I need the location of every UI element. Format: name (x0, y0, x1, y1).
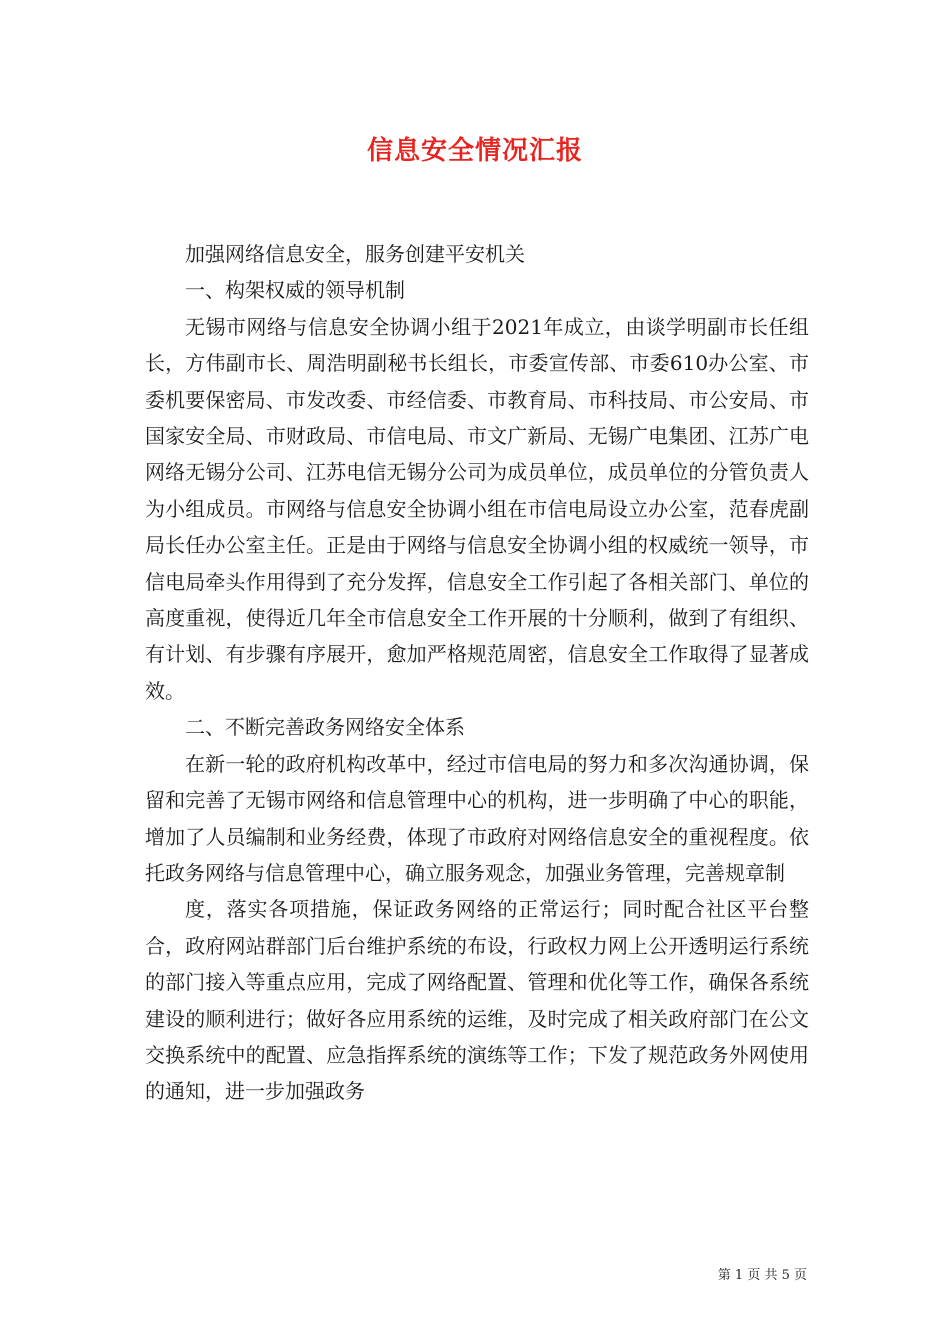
paragraph-leadership: 无锡市网络与信息安全协调小组于2021年成立，由谈学明副市长任组长，方伟副市长、周浩明副秘书长组长，市委宣传部、市委610办公室、市委机要保密局、市发改委、市经信委、市教育局、市科技局、市公安局、市国家安全局、市财政局、市信电局、市文广新局、无锡广电集团、江苏广电网络无锡分公司、江苏电信无锡分公司为成员单位，成员单位的分管负责人为小组成员。市网络与信息安全协调小组在市信电局设立办公室，范春虎副局长任办公室主任。正是由于网络与信息安全协调小组的权威统一领导，市信电局牵头作用得到了充分发挥，信息安全工作引起了各相关部门、单位的高度重视，使得近几年全市信息安全工作开展的十分顺利，做到了有组织、有计划、有步骤有序展开，愈加严格规范周密，信息安全工作取得了显著成效。 (145, 314, 809, 703)
paragraph-subtitle: 加强网络信息安全，服务创建平安机关 (185, 242, 525, 266)
section-heading-2: 二、不断完善政务网络安全体系 (185, 715, 465, 740)
document-body (145, 236, 809, 1110)
document-title: 信息安全情况汇报 (366, 136, 583, 166)
page-number: 第 1 页 共 5 页 (717, 1268, 807, 1283)
paragraph-measures: 度，落实各项措施，保证政务网络的正常运行；同时配合社区平台整合，政府网站群部门后台维护系统的布设，行政权力网上公开透明运行系统的部门接入等重点应用，完成了网络配置、管理和优化等工作，确保各系统建设的顺利进行；做好各应用系统的运维，及时完成了相关政府部门在公文交换系统中的配置、应急指挥系统的演练等工作；下发了规范政务外网使用的通知，进一步加强政务 (145, 897, 809, 1104)
section-heading-1: 一、构架权威的领导机制 (185, 278, 405, 303)
paragraph-reform: 在新一轮的政府机构改革中，经过市信电局的努力和多次沟通协调，保留和完善了无锡市网络和信息管理中心的机构，进一步明确了中心的职能，增加了人员编制和业务经费，体现了市政府对网络信息安全的重视程度。依托政务网络与信息管理中心，确立服务观念，加强业务管理，完善规章制 (145, 751, 809, 885)
